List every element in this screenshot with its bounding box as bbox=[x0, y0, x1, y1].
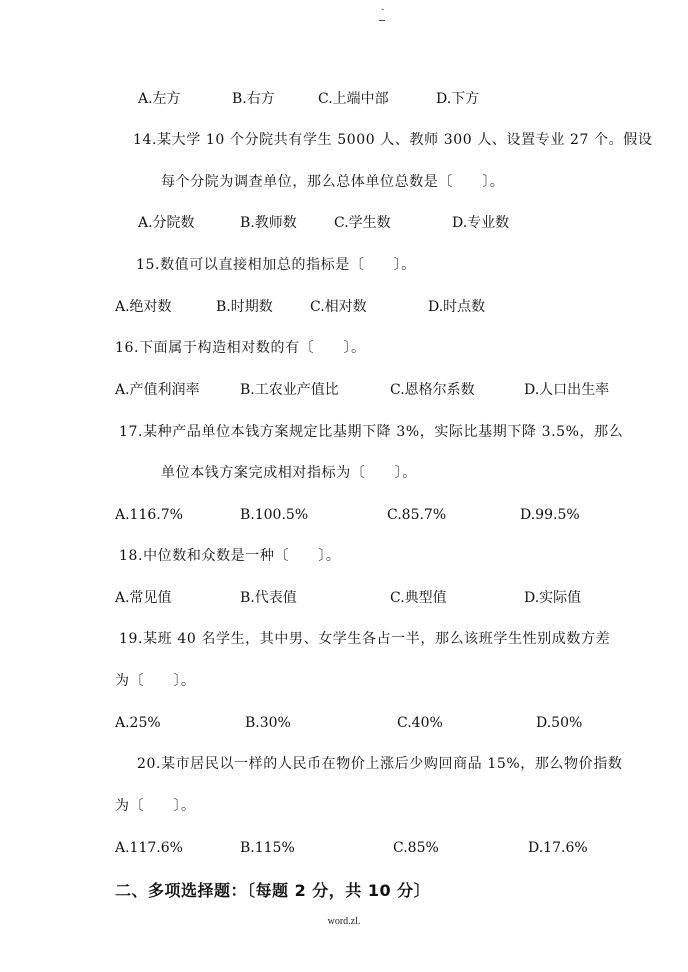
header-mark: - bbox=[381, 5, 385, 15]
option-b: B.代表值 bbox=[240, 590, 297, 606]
section-2-heading: 二、多项选择题：〔每题 2 分，共 10 分〕 bbox=[115, 881, 431, 900]
question-19-text-cont: 为〔 〕。 bbox=[115, 673, 196, 689]
page-footer: word.zl. bbox=[327, 916, 361, 927]
question-17-text: 17.某种产品单位本钱方案规定比基期下降 3%，实际比基期下降 3.5%，那么 bbox=[119, 424, 624, 440]
question-17-text-cont: 单位本钱方案完成相对指标为〔 〕。 bbox=[161, 465, 417, 481]
option-c: C.40% bbox=[397, 715, 443, 731]
option-b: B.30% bbox=[245, 715, 291, 731]
option-c: C.85.7% bbox=[387, 507, 447, 523]
option-d: D.99.5% bbox=[520, 507, 580, 523]
option-a: A.分院数 bbox=[138, 215, 195, 231]
option-d: D.专业数 bbox=[452, 215, 510, 231]
option-b: B.右方 bbox=[232, 91, 275, 107]
question-19-text: 19.某班 40 名学生，其中男、女学生各占一半，那么该班学生性别成数方差 bbox=[119, 631, 611, 647]
header-rule bbox=[379, 20, 385, 21]
option-c: C.典型值 bbox=[390, 590, 447, 606]
option-c: C.相对数 bbox=[310, 299, 367, 315]
option-d: D.50% bbox=[536, 715, 583, 731]
option-c: C.85% bbox=[393, 840, 439, 856]
option-d: D.实际值 bbox=[524, 590, 582, 606]
option-a: A.116.7% bbox=[115, 507, 183, 523]
option-b: B.100.5% bbox=[240, 507, 309, 523]
question-14-text: 14.某大学 10 个分院共有学生 5000 人、教师 300 人、设置专业 27 个。假设 bbox=[133, 132, 653, 148]
option-b: B.教师数 bbox=[240, 215, 297, 231]
option-c: C.恩格尔系数 bbox=[390, 382, 475, 398]
option-a: A.25% bbox=[115, 715, 161, 731]
option-b: B.115% bbox=[240, 840, 295, 856]
option-a: A.117.6% bbox=[115, 840, 183, 856]
question-20-text-cont: 为〔 〕。 bbox=[115, 798, 196, 814]
option-c: C.学生数 bbox=[334, 215, 391, 231]
option-d: D.人口出生率 bbox=[524, 382, 610, 398]
option-a: A.左方 bbox=[138, 91, 181, 107]
question-16-text: 16.下面属于构造相对数的有〔 〕。 bbox=[115, 340, 366, 356]
question-14-text-cont: 每个分院为调查单位，那么总体单位总数是〔 〕。 bbox=[161, 174, 505, 190]
question-15-text: 15.数值可以直接相加总的指标是〔 〕。 bbox=[136, 257, 416, 273]
option-d: D.时点数 bbox=[428, 299, 486, 315]
question-20-text: 20.某市居民以一样的人民币在物价上涨后少购回商品 15%，那么物价指数 bbox=[137, 756, 623, 772]
option-c: C.上端中部 bbox=[318, 91, 389, 107]
option-a: A.产值利润率 bbox=[115, 382, 200, 398]
option-d: D.下方 bbox=[436, 91, 480, 107]
question-18-text: 18.中位数和众数是一种〔 〕。 bbox=[119, 548, 341, 564]
option-a: A.绝对数 bbox=[115, 299, 172, 315]
option-b: B.时期数 bbox=[216, 299, 273, 315]
option-b: B.工农业产值比 bbox=[240, 382, 339, 398]
option-a: A.常见值 bbox=[115, 590, 172, 606]
option-d: D.17.6% bbox=[528, 840, 588, 856]
